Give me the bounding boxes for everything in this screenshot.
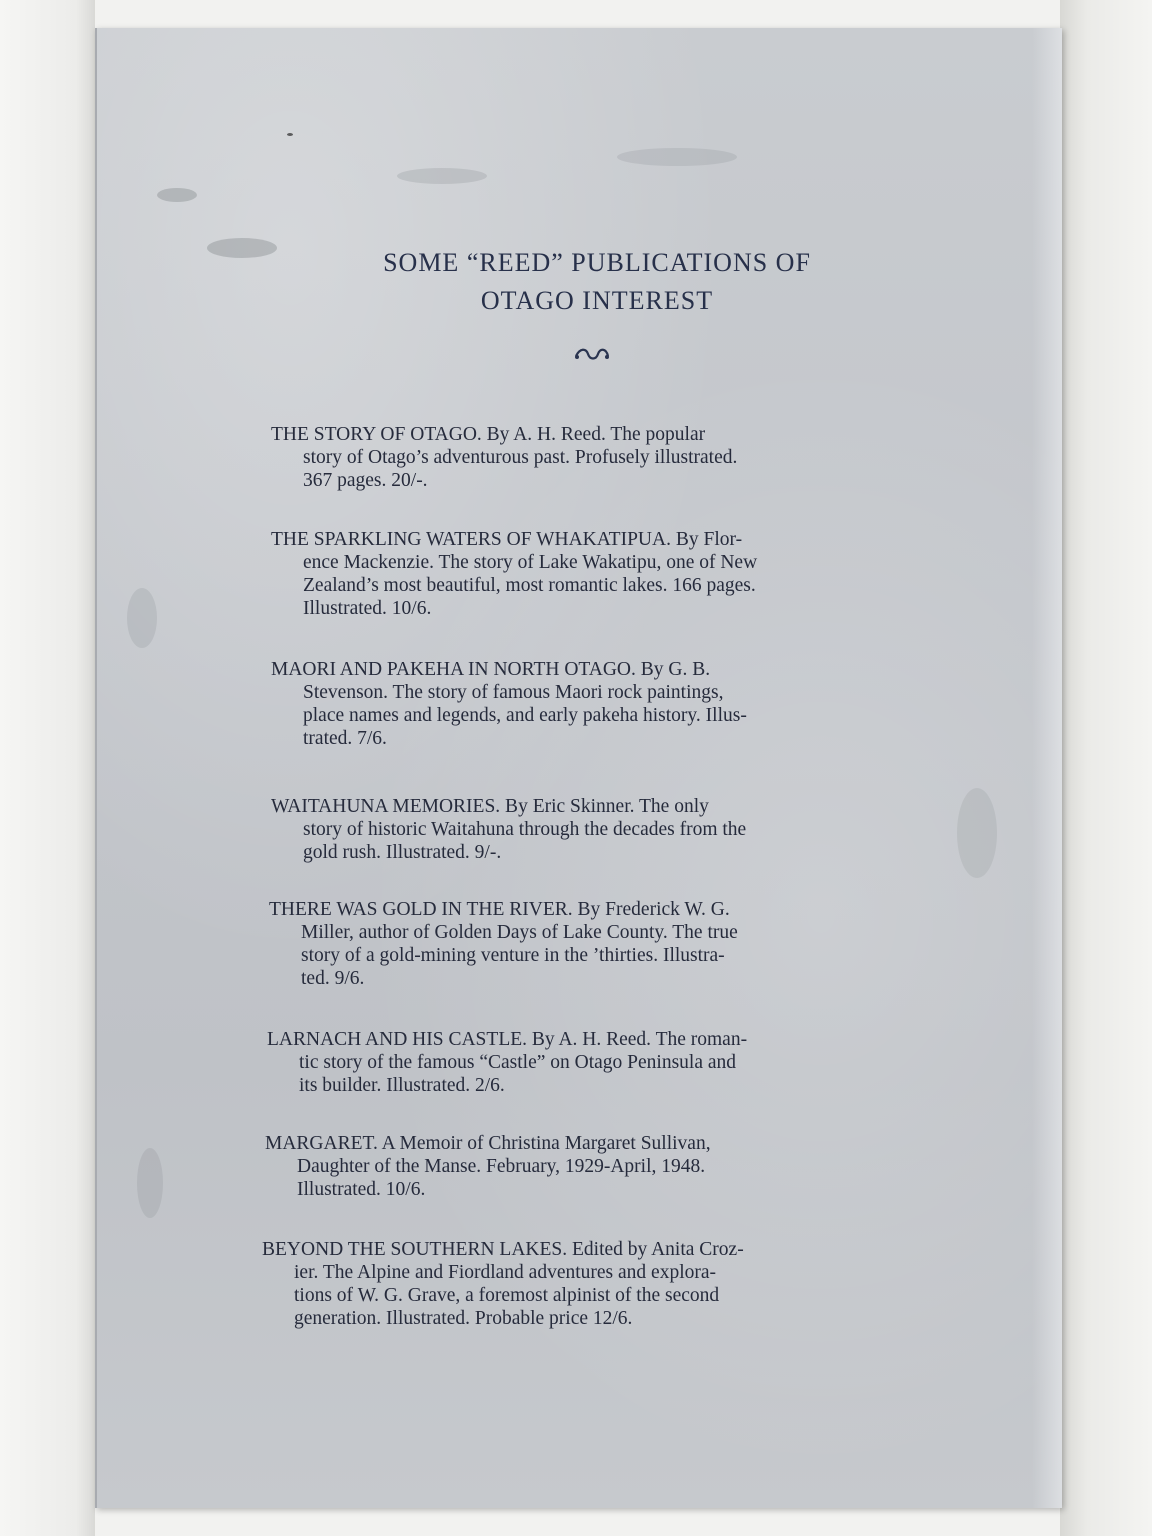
entry-body-line: Illustrated. 10/6.	[303, 598, 432, 619]
entry-body-line: story of Otago’s adventurous past. Profusely illustrated.	[303, 447, 738, 468]
entry-title-line: MAORI AND PAKEHA IN NORTH OTAGO. By G. B.	[271, 659, 711, 680]
entry-title-line: MARGARET. A Memoir of Christina Margaret Sullivan,	[265, 1133, 711, 1154]
entry-title-line: THERE WAS GOLD IN THE RIVER. By Frederick W. G.	[269, 899, 730, 920]
entry-title-line: BEYOND THE SOUTHERN LAKES. Edited by Anita Croz-	[262, 1239, 744, 1260]
entry-body-line: trated. 7/6.	[303, 728, 387, 749]
publication-entry	[271, 795, 908, 864]
entry-title-line: THE STORY OF OTAGO. By A. H. Reed. The popular	[271, 424, 706, 445]
entry-body-line: its builder. Illustrated. 2/6.	[299, 1075, 505, 1096]
entry-body-line: story of historic Waitahuna through the decades from the	[303, 819, 747, 840]
ornament-flourish-icon	[572, 344, 612, 364]
entry-body-line: ence Mackenzie. The story of Lake Wakatipu, one of New	[303, 552, 758, 573]
entry-body-line: 367 pages. 20/-.	[303, 470, 428, 491]
entry-body-line: gold rush. Illustrated. 9/-.	[303, 842, 502, 863]
entry-title-line: THE SPARKLING WATERS OF WHAKATIPUA. By Flor-	[271, 529, 743, 550]
publication-entry	[267, 1028, 904, 1097]
entry-body-line: tic story of the famous “Castle” on Otago Peninsula and	[299, 1052, 737, 1073]
publication-entry	[262, 1238, 906, 1330]
background-left	[0, 0, 95, 1536]
entry-body-line: place names and legends, and early pakeha history. Illus-	[303, 705, 747, 726]
background-right	[1060, 0, 1152, 1536]
entry-body-line: ted. 9/6.	[301, 968, 365, 989]
publication-entry	[271, 423, 913, 492]
entry-body-line: Zealand’s most beautiful, most romantic lakes. 166 pages.	[303, 575, 756, 596]
publication-list-page	[97, 28, 1062, 1508]
entry-body-line: Daughter of the Manse. February, 1929-April, 1948.	[297, 1156, 706, 1177]
publication-entry	[271, 658, 909, 750]
entry-body-line: Miller, author of Golden Days of Lake County. The true	[301, 922, 738, 943]
publication-entry	[269, 898, 906, 990]
entry-body-line: Stevenson. The story of famous Maori rock paintings,	[303, 682, 724, 703]
entry-title-line: LARNACH AND HIS CASTLE. By A. H. Reed. The roman-	[267, 1029, 748, 1050]
entry-body-line: generation. Illustrated. Probable price 12/6.	[294, 1308, 633, 1329]
entry-title-line: WAITAHUNA MEMORIES. By Eric Skinner. The only	[271, 796, 709, 817]
publication-entry	[271, 528, 913, 620]
booklet-back-cover	[95, 28, 1062, 1508]
entry-body-line: Illustrated. 10/6.	[297, 1179, 426, 1200]
entry-body-line: tions of W. G. Grave, a foremost alpinist of the second	[294, 1285, 720, 1306]
entry-body-line: ier. The Alpine and Fiordland adventures and explora-	[294, 1262, 717, 1283]
page-heading-line-1: SOME “REED” PUBLICATIONS OF	[383, 248, 811, 277]
publication-entry	[265, 1132, 910, 1201]
page-heading-line-2: OTAGO INTEREST	[480, 286, 714, 315]
entry-body-line: story of a gold-mining venture in the ’thirties. Illustra-	[301, 945, 725, 966]
